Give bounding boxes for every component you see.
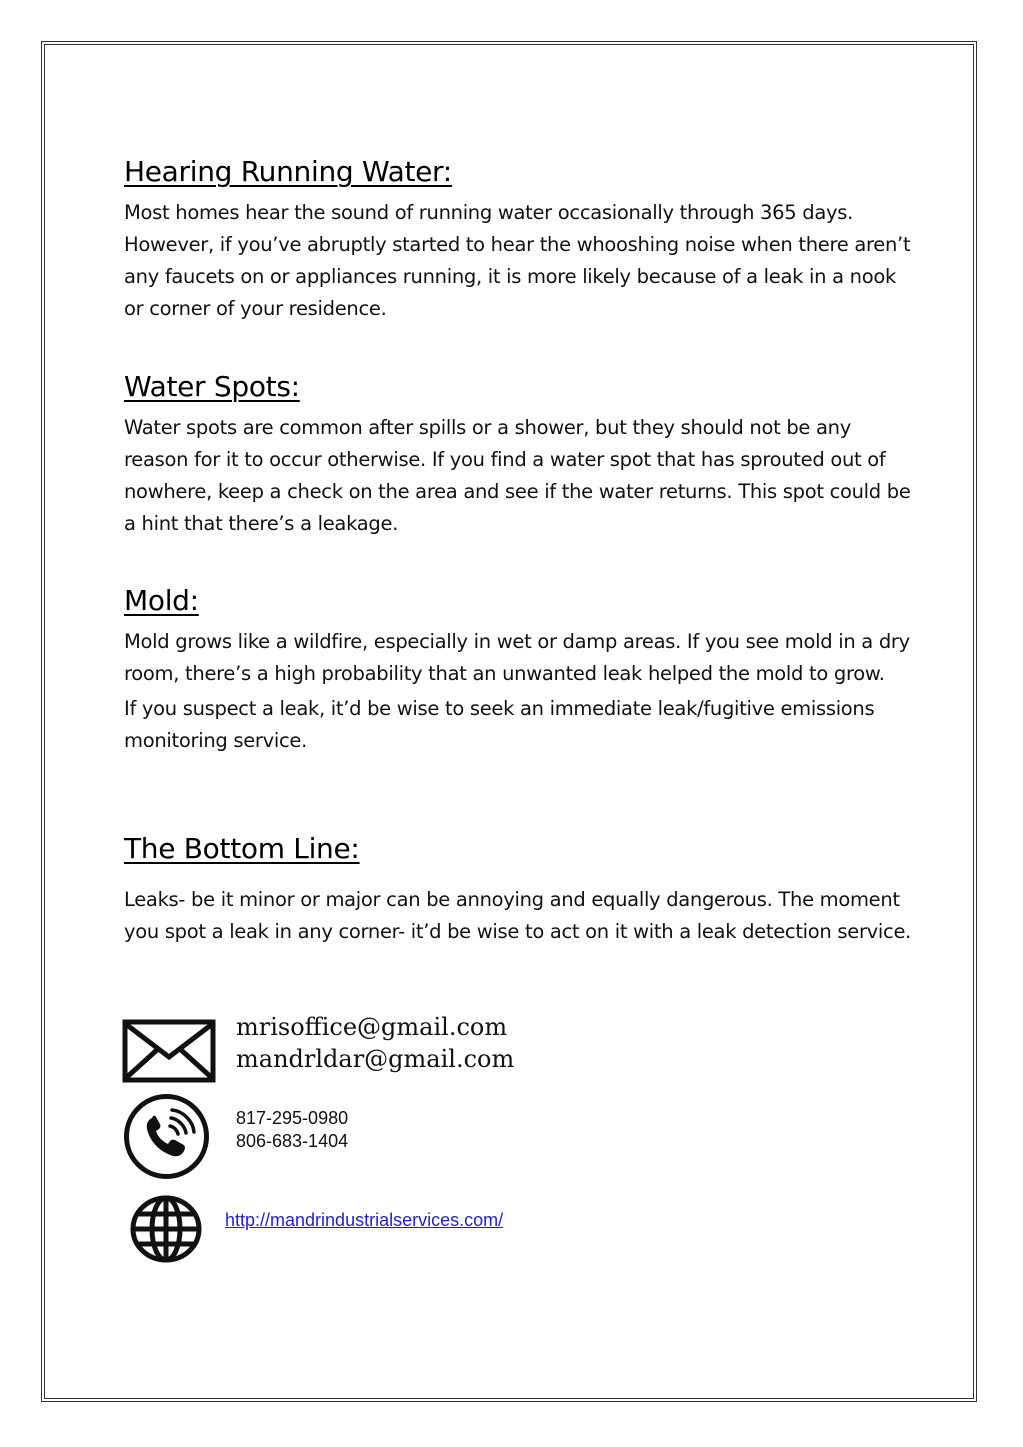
globe-icon — [128, 1194, 204, 1264]
section-mold — [124, 584, 914, 757]
section-paragraph: If you suspect a leak, it’d be wise to seek an immediate leak/fugitive emissions monitoring service. — [124, 697, 875, 752]
phone-number[interactable]: 817-295-0980 — [236, 1108, 349, 1128]
envelope-icon — [122, 1019, 216, 1083]
phone-icon — [122, 1092, 211, 1181]
section-heading: The Bottom Line: — [124, 832, 360, 865]
section-water-spots — [124, 370, 914, 540]
phone-list — [236, 1107, 348, 1153]
email-address[interactable]: mandrldar@gmail.com — [236, 1045, 515, 1073]
email-list — [236, 1011, 514, 1075]
section-paragraph: Water spots are common after spills or a shower, but they should not be any reason for it to occur otherwise. If you find a water spot that has sprouted out of nowhere, keep a check on the area and see if the water returns. This spot could be a hint that there’s a leakage. — [124, 416, 911, 535]
section-heading: Water Spots: — [124, 370, 300, 403]
email-address[interactable]: mrisoffice@gmail.com — [236, 1013, 508, 1041]
phone-number[interactable]: 806-683-1404 — [236, 1131, 349, 1151]
website — [225, 1208, 503, 1232]
section-paragraph: Most homes hear the sound of running water occasionally through 365 days. However, if you’ve abruptly started to hear the whooshing noise when there aren’t any faucets on or appliances running, it is more likely because of a leak in a nook or corner of your residence. — [124, 201, 911, 320]
section-heading: Hearing Running Water: — [124, 155, 452, 188]
section-bottom-line — [124, 832, 914, 948]
section-hearing-running-water — [124, 155, 914, 325]
section-heading: Mold: — [124, 584, 199, 617]
section-paragraph: Mold grows like a wildfire, especially in wet or damp areas. If you see mold in a dry room, there’s a high probability that an unwanted leak helped the mold to grow. — [124, 630, 910, 685]
website-link[interactable]: http://mandrindustrialservices.com/ — [225, 1210, 504, 1230]
section-paragraph: Leaks- be it minor or major can be annoying and equally dangerous. The moment you spot a leak in any corner- it’d be wise to act on it with a leak detection service. — [124, 888, 912, 943]
